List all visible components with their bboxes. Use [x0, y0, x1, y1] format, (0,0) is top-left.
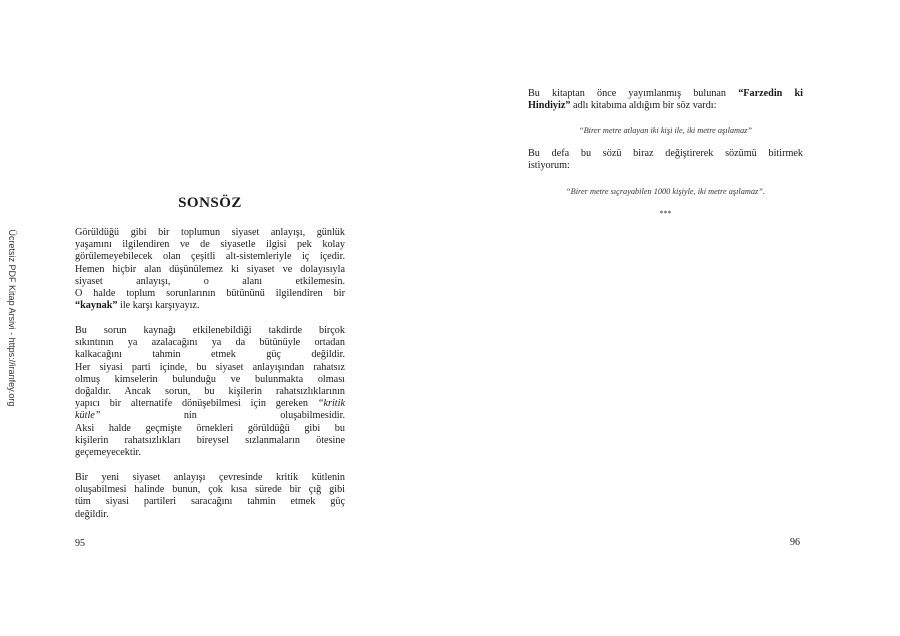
paragraph-2	[75, 325, 345, 459]
text-line	[528, 88, 803, 100]
text-line: kişilerin rahatsızlıkları bireysel sızlanmaların ötesine	[75, 434, 345, 446]
text-line: yaşamını ilgilendiren ve de siyasetle ilgisi pek kolay	[75, 239, 345, 251]
text-fragment: yapıcı bir alternatife dönüşebilmesi için gereken	[75, 398, 318, 410]
text-line: görülemeyebilecek olan çeşitli alt-sistemleriyle iç içedir.	[75, 251, 345, 263]
text-line: doğaldır. Ancak sorun, bu kişilerin rahatsızlıklarının	[75, 386, 345, 398]
text-fragment: nin oluşabilmesidir.	[100, 410, 345, 422]
text-line: siyaset anlayışı, o alanı etkilemesin.	[75, 275, 345, 287]
text-line	[75, 410, 345, 422]
text-line: Bu defa bu sözü biraz değiştirerek sözümü bitirmek	[528, 148, 803, 159]
intro-paragraph	[528, 88, 803, 112]
text-line	[528, 100, 803, 112]
middle-paragraph	[528, 148, 803, 172]
page-number: 95	[75, 538, 85, 549]
italic-term: kütle”	[75, 410, 101, 422]
text-line: kalkacağını tahmin etmek güç değildir.	[75, 349, 345, 361]
section-separator: ***	[659, 209, 672, 218]
text-line: sıkıntının ya azalacağını ya da bütünüyle ortadan	[75, 337, 345, 349]
text-line: Görüldüğü gibi bir toplumun siyaset anlayışı, günlük	[75, 227, 345, 238]
text-line: tüm siyasi partileri saracağını tahmin etmek güç	[75, 496, 345, 508]
side-watermark	[2, 229, 22, 407]
text-fragment: adlı kitabıma aldığım bir söz vardı:	[570, 100, 717, 112]
page-title: SONSÖZ	[178, 195, 242, 211]
text-line	[75, 398, 345, 410]
quote-1: “Birer metre atlayan iki kişi ile, iki metre aşılamaz”	[578, 126, 753, 135]
italic-term: “kritik	[317, 398, 345, 410]
bold-term: “kaynak”	[75, 300, 118, 312]
text-line: Bu sorun kaynağı etkilenebildiği takdirde birçok	[75, 325, 345, 336]
text-line: değildir.	[75, 508, 109, 520]
text-line: istiyorum:	[528, 160, 570, 172]
text-line: olmuş kimselerin bulunduğu ve bulunmakta olması	[75, 373, 345, 385]
quote-2: “Birer metre sıçrayabilen 1000 kişiyle, iki metre aşılamaz”.	[566, 187, 765, 196]
text-line: Her siyasi parti içinde, bu siyaset anlayışından rahatsız	[75, 361, 345, 373]
bold-term: Hindiyiz”	[528, 100, 571, 112]
text-line: geçemeyecektir.	[75, 447, 141, 459]
text-line: Bir yeni siyaset anlayışı çevresinde kritik kütlenin	[75, 472, 345, 483]
page-number: 96	[790, 537, 800, 548]
paragraph-3	[75, 472, 345, 521]
text-line: Hemen hiçbir alan düşünülemez ki siyaset ve dolayısıyla	[75, 263, 345, 275]
text-line: O halde toplum sorunlarının bütününü ilgilendiren bir	[75, 288, 345, 300]
text-line	[75, 300, 345, 312]
text-line: Aksi halde geçmişte örnekleri görüldüğü gibi bu	[75, 422, 345, 434]
text-fragment: Bu kitaptan önce yayımlanmış bulunan	[528, 88, 739, 99]
text-line: oluşabilmesi halinde bunun, çok kısa sürede bir çığ gibi	[75, 484, 345, 496]
bold-term: “Farzedin ki	[738, 88, 803, 99]
text-fragment: ile karşı karşıyayız.	[117, 300, 200, 312]
paragraph-1	[75, 227, 345, 312]
side-watermark-text: Ücretsiz PDF Kitap Arsivi - https://iranfey.org	[7, 229, 17, 407]
